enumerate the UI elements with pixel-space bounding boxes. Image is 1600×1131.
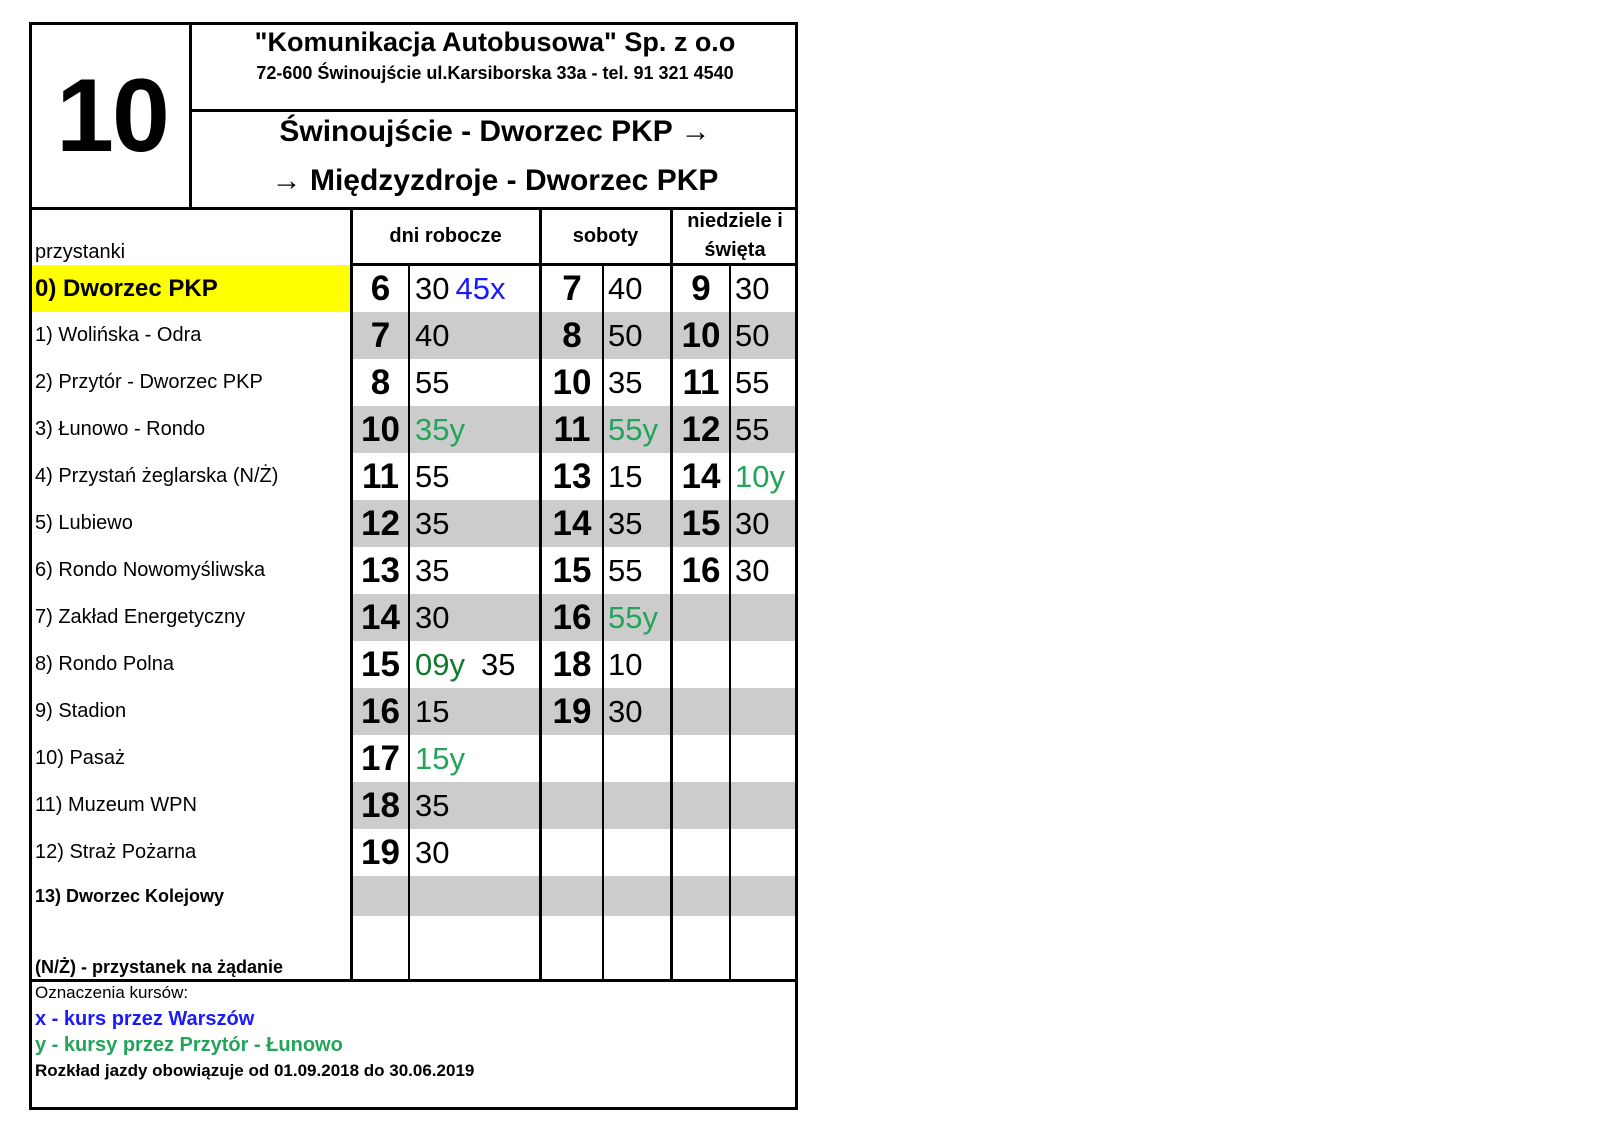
direction-line-1: Świnoujście - Dworzec PKP →	[279, 115, 711, 148]
weekday-minutes	[415, 688, 449, 735]
saturday-hour: 13	[552, 457, 592, 496]
saturday-hour: 10	[552, 363, 592, 402]
weekday-hour: 17	[361, 739, 400, 778]
divider	[32, 207, 798, 210]
weekday-hour: 19	[361, 833, 400, 872]
departure-minute: 15y	[415, 741, 465, 776]
sunday-hour: 16	[681, 551, 721, 590]
divider	[32, 979, 798, 982]
weekday-hour: 12	[361, 504, 400, 543]
departure-minute: 10	[608, 647, 643, 682]
departure-minute: 30	[735, 553, 770, 588]
departure-minute: 50	[735, 318, 770, 353]
saturday-hour: 19	[552, 692, 592, 731]
company-address: 72-600 Świnoujście ul.Karsiborska 33a - tel. 91 321 4540	[256, 63, 734, 83]
saturday-minutes	[608, 688, 642, 735]
departure-minute: 35	[415, 506, 450, 541]
sunday-hour: 11	[682, 363, 720, 402]
saturday-minutes	[608, 312, 642, 359]
saturday-hour: 7	[562, 269, 582, 308]
stop-name: 9) Stadion	[35, 700, 127, 722]
weekday-hour: 7	[370, 316, 391, 355]
weekday-minutes	[415, 359, 449, 406]
departure-minute: 50	[608, 318, 643, 353]
departure-minute: 45x	[455, 271, 506, 306]
sunday-minutes	[735, 500, 769, 547]
weekday-hour: 11	[362, 457, 399, 496]
sunday-hour: 15	[681, 504, 721, 543]
saturday-hour: 8	[562, 316, 582, 355]
route-number: 10	[56, 58, 168, 174]
saturday-minutes	[608, 265, 642, 312]
sunday-hour: 14	[681, 457, 721, 496]
sunday-minutes	[735, 312, 769, 359]
departure-minute: 35	[480, 647, 516, 682]
departure-minute: 30	[415, 271, 450, 306]
divider	[192, 109, 798, 112]
weekday-minutes	[415, 829, 449, 876]
weekday-hour: 13	[361, 551, 400, 590]
sunday-minutes	[735, 406, 769, 453]
weekday-minutes	[415, 453, 449, 500]
departure-minute: 55	[608, 553, 643, 588]
weekdays-header: dni robocze	[389, 225, 502, 247]
sunday-minutes	[735, 453, 785, 500]
departure-minute: 35	[415, 788, 450, 823]
validity-note: Rozkład jazdy obowiązuje od 01.09.2018 do 30.06.2019	[35, 1061, 475, 1080]
divider	[729, 265, 731, 980]
stops-header: przystanki	[35, 241, 126, 263]
stop-name: 7) Zakład Energetyczny	[35, 606, 246, 628]
weekday-minutes	[415, 735, 465, 782]
weekday-hour: 8	[370, 363, 391, 402]
weekday-hour: 10	[361, 410, 400, 449]
stop-name: 6) Rondo Nowomyśliwska	[35, 559, 266, 581]
departure-minute: 35y	[415, 412, 465, 447]
departure-minute: 55y	[608, 412, 658, 447]
departure-minute: 55	[735, 365, 770, 400]
stop-name: 10) Pasaż	[35, 747, 126, 769]
weekday-minutes	[415, 782, 449, 829]
stop-name: 2) Przytór - Dworzec PKP	[35, 371, 263, 393]
departure-minute: 30	[415, 835, 450, 870]
divider	[350, 210, 353, 980]
departure-minute: 30	[608, 694, 643, 729]
departure-minute: 55	[415, 459, 450, 494]
departure-minute: 15	[608, 459, 643, 494]
departure-minute: 30	[735, 271, 770, 306]
weekday-minutes	[415, 312, 449, 359]
weekday-minutes	[415, 500, 449, 547]
company-name: "Komunikacja Autobusowa" Sp. z o.o	[254, 27, 736, 57]
departure-minute: 30	[735, 506, 770, 541]
saturday-minutes	[608, 359, 642, 406]
saturdays-header: soboty	[572, 225, 639, 247]
saturday-minutes	[608, 453, 642, 500]
weekday-minutes	[415, 406, 465, 453]
weekday-minutes	[415, 594, 449, 641]
saturday-minutes	[608, 500, 642, 547]
stop-name: 0) Dworzec PKP	[35, 275, 218, 302]
stop-name: 13) Dworzec Kolejowy	[35, 886, 225, 906]
departure-minute: 55	[415, 365, 450, 400]
divider	[189, 25, 192, 208]
weekday-hour: 16	[361, 692, 400, 731]
legend-x: x - kurs przez Warszów	[35, 1008, 255, 1030]
weekday-hour: 15	[361, 645, 400, 684]
direction-line-2: → Międzyzdroje - Dworzec PKP	[271, 164, 719, 197]
saturday-minutes	[608, 641, 642, 688]
departure-minute: 35	[415, 553, 450, 588]
sundays-header-line-1: niedziele i	[687, 210, 783, 232]
saturday-hour: 16	[552, 598, 592, 637]
stop-name: 11) Muzeum WPN	[35, 794, 197, 816]
stop-name: 8) Rondo Polna	[35, 653, 174, 675]
sunday-minutes	[735, 265, 769, 312]
sunday-minutes	[735, 547, 769, 594]
weekday-hour: 14	[361, 598, 400, 637]
departure-minute: 30	[415, 600, 450, 635]
timetable-sheet	[29, 22, 798, 1110]
stop-name: 4) Przystań żeglarska (N/Ż)	[35, 465, 279, 487]
departure-minute: 35	[608, 365, 643, 400]
divider	[408, 265, 410, 980]
stop-name: 12) Straż Pożarna	[35, 841, 197, 863]
departure-minute: 55	[735, 412, 770, 447]
weekday-hour: 18	[361, 786, 400, 825]
sunday-minutes	[735, 359, 769, 406]
departure-minute: 40	[415, 318, 450, 353]
divider	[539, 210, 542, 980]
sunday-hour: 9	[691, 269, 711, 308]
sunday-hour: 12	[681, 410, 721, 449]
saturday-minutes	[608, 594, 658, 641]
weekday-hour: 6	[370, 269, 391, 308]
saturday-hour: 18	[552, 645, 592, 684]
saturday-hour: 15	[552, 551, 592, 590]
stop-name: 3) Łunowo - Rondo	[35, 418, 206, 440]
legend-title: Oznaczenia kursów:	[35, 983, 189, 1002]
departure-minute: 10y	[735, 459, 785, 494]
weekday-minutes	[415, 641, 515, 688]
departure-minute: 09y	[415, 647, 465, 682]
departure-minute: 40	[608, 271, 643, 306]
weekday-minutes	[415, 547, 449, 594]
legend-y: y - kursy przez Przytór - Łunowo	[35, 1034, 343, 1056]
sunday-hour: 10	[681, 316, 721, 355]
weekday-minutes	[415, 265, 505, 312]
saturday-minutes	[608, 406, 658, 453]
divider	[602, 265, 604, 980]
divider	[352, 263, 798, 266]
on-request-note: (N/Ż) - przystanek na żądanie	[35, 957, 284, 977]
departure-minute: 55y	[608, 600, 658, 635]
departure-minute: 15	[415, 694, 450, 729]
saturday-minutes	[608, 547, 642, 594]
divider	[670, 210, 673, 980]
stop-name: 1) Wolińska - Odra	[35, 324, 202, 346]
departure-minute: 35	[608, 506, 643, 541]
saturday-hour: 11	[553, 410, 591, 449]
saturday-hour: 14	[552, 504, 592, 543]
stop-name: 5) Lubiewo	[35, 512, 133, 534]
sundays-header-line-2: święta	[704, 239, 766, 261]
